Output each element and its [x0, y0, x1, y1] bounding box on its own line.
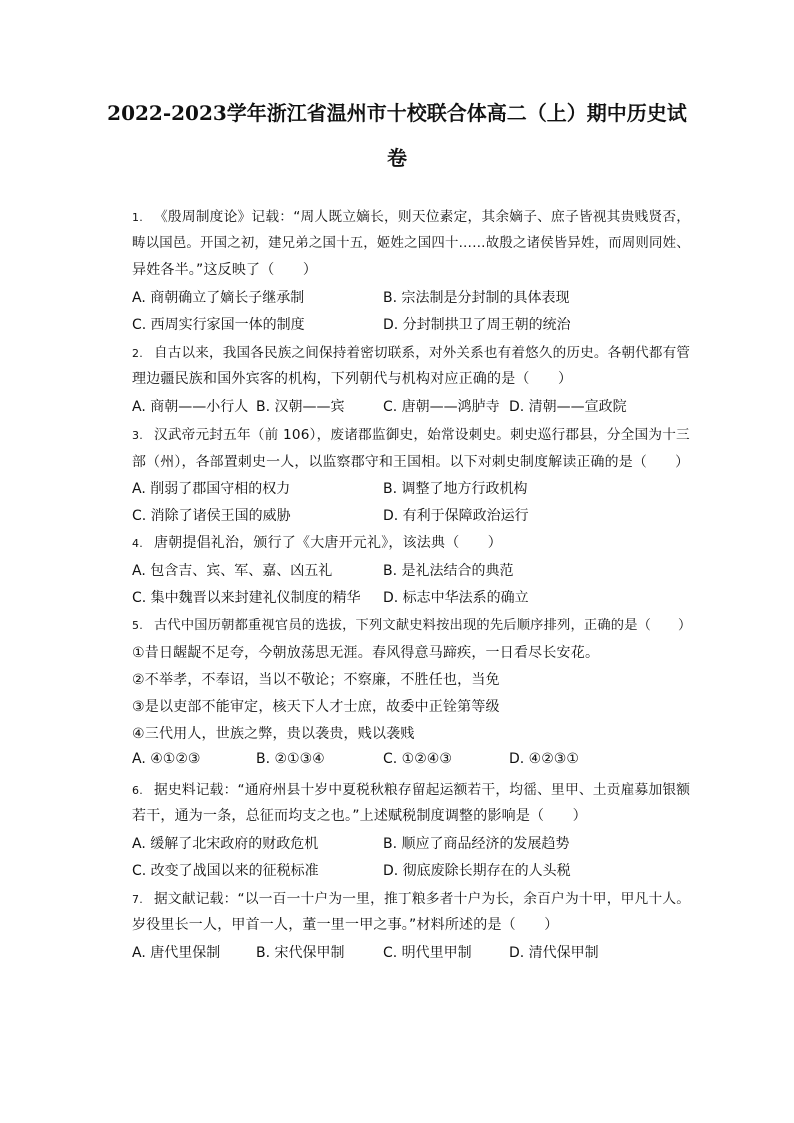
question-text: 畴以国邑。开国之初，建兄弟之国十五，姬姓之国四十……故殷之诸侯皆异姓，而周则同姓、: [132, 236, 690, 251]
question-text: 岁役里长一人，甲首一人，董一里一甲之事。”材料所述的是（ ）: [132, 917, 559, 933]
option-a: A. 削弱了郡国守相的权力: [132, 481, 291, 497]
question-number: 3.: [132, 429, 143, 442]
option-c: C. ①②④③: [383, 751, 452, 767]
option-a: A. 缓解了北宋政府的财政危机: [132, 836, 319, 852]
question-number: 1.: [132, 211, 143, 224]
option-d: D. ④②③①: [509, 751, 579, 767]
question-4: [132, 532, 502, 552]
option-b: B. ②①③④: [256, 751, 325, 767]
exam-title-line2: 卷: [387, 146, 407, 170]
question-text: 据史料记载：“通府州县十岁中夏税秋粮存留起运额若干，均徭、里甲、土贡雇募加银额: [154, 782, 691, 798]
source-item-3: ③是以吏部不能审定，核天下人才士庶，故委中正铨第等级: [132, 699, 500, 715]
option-b: B. 调整了地方行政机构: [383, 481, 528, 497]
question-1: [132, 205, 690, 225]
option-b: B. 宗法制是分封制的具体表现: [383, 290, 570, 306]
option-c: C. 明代里甲制: [383, 945, 472, 961]
option-a: A. ④①②③: [132, 751, 201, 767]
option-c: C. 改变了战国以来的征税标准: [132, 863, 319, 879]
question-text: 异姓各半。”这反映了（ ）: [132, 262, 318, 278]
option-a: A. 包含吉、宾、军、嘉、凶五礼: [132, 563, 333, 579]
question-7: [132, 887, 690, 907]
question-5: [132, 614, 691, 633]
option-d: D. 标志中华法系的确立: [383, 590, 529, 606]
question-number: 2.: [132, 347, 143, 360]
question-text: 古代中国历朝都重视官员的选拔，下列文献史料按出现的先后顺序排列，正确的是（ ）: [154, 618, 692, 633]
option-b: B. 宋代保甲制: [256, 945, 345, 961]
question-6: [132, 778, 690, 798]
option-a: A. 商朝确立了嫡长子继承制: [132, 290, 305, 306]
option-d: D. 彻底废除长期存在的人头税: [383, 863, 571, 879]
option-c: C. 唐朝——鸿胪寺: [383, 399, 500, 415]
option-d: D. 清代保甲制: [509, 945, 599, 961]
option-b: B. 汉朝——宾: [256, 399, 345, 415]
question-3: [132, 423, 690, 443]
exam-title-line1: 2022-2023学年浙江省温州市十校联合体高二（上）期中历史试: [107, 101, 687, 125]
question-text: 自古以来，我国各民族之间保持着密切联系，对外关系也有着悠久的历史。各朝代都有管: [154, 345, 691, 361]
question-text: 理边疆民族和国外宾客的机构，下列朝代与机构对应正确的是（ ）: [132, 371, 573, 387]
question-number: 6.: [132, 784, 143, 797]
option-b: B. 顺应了商品经济的发展趋势: [383, 836, 570, 852]
question-number: 7.: [132, 893, 143, 906]
question-text: 唐朝提倡礼治，颁行了《大唐开元礼》，该法典（ ）: [154, 535, 502, 551]
option-a: A. 唐代里保制: [132, 945, 221, 961]
question-2: [132, 341, 690, 361]
question-text: 据文献记载：“以一百一十户为一里，推丁粮多者十户为长，余百户为十甲，甲凡十人。: [154, 891, 691, 907]
question-text: 《殷周制度论》记载：“周人既立嫡长，则天位素定，其余嫡子、庶子皆视其贵贱贤否，: [154, 209, 691, 225]
option-a: A. 商朝——小行人: [132, 399, 249, 415]
question-number: 5.: [132, 619, 143, 632]
option-d: D. 清朝——宣政院: [509, 399, 627, 415]
option-c: C. 消除了诸侯王国的威胁: [132, 508, 291, 524]
option-d: D. 分封制拱卫了周王朝的统治: [383, 317, 571, 333]
source-item-1: ①昔日龌龊不足夸，今朝放荡思无涯。春风得意马蹄疾，一日看尽长安花。: [132, 645, 600, 661]
option-c: C. 西周实行家国一体的制度: [132, 317, 305, 333]
question-text: 部（州），各部置刺史一人，以监察郡守和王国相。以下对刺史制度解读正确的是（ ）: [132, 454, 690, 470]
question-text: 汉武帝元封五年（前 106），废诸郡监御史，始常设刺史。刺史巡行郡县，分全国为十三: [154, 427, 690, 443]
option-c: C. 集中魏晋以来封建礼仪制度的精华: [132, 590, 361, 606]
question-number: 4.: [132, 537, 143, 550]
source-item-2: ②不举孝，不奉诏，当以不敬论；不察廉，不胜任也，当免: [132, 672, 500, 688]
question-text: 若干，通为一条，总征而均支之也。”上述赋税制度调整的影响是（ ）: [132, 808, 587, 824]
option-b: B. 是礼法结合的典范: [383, 563, 514, 579]
option-d: D. 有利于保障政治运行: [383, 508, 529, 524]
source-item-4: ④三代用人，世族之弊，贵以袭贵，贱以袭贱: [132, 726, 415, 742]
